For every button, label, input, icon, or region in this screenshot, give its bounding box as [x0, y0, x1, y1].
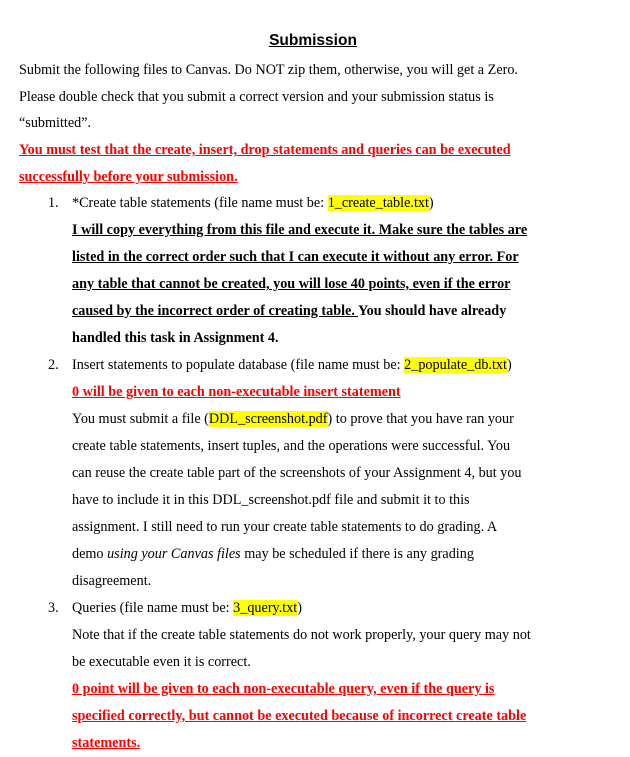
item-1-heading	[72, 194, 434, 212]
page-title: Submission	[269, 32, 357, 49]
intro-line-2: Please double check that you submit a correct version and your submission status is	[19, 89, 494, 105]
item-2-heading	[72, 356, 512, 374]
item-2-text: Insert statements to populate database (file name must be:	[72, 357, 405, 373]
item-3-heading	[72, 599, 302, 617]
item-1-bold-line-4	[72, 302, 506, 320]
item-3-warning-line-3: statements.	[72, 735, 141, 751]
item-1-bold-plain: You should have already	[357, 303, 507, 319]
intro-line-1: Submit the following files to Canvas. Do NOT zip them, otherwise, you will get a Zero.	[19, 62, 518, 78]
item-3-close: )	[297, 600, 302, 616]
item-1-close: )	[428, 195, 434, 211]
item-3-text: Queries (file name must be:	[72, 600, 234, 616]
item-3-filename: 3_query.txt	[233, 600, 298, 616]
item-2-p1-post: ) to prove that you have ran your	[327, 411, 514, 427]
item-1-bold-line-1: I will copy everything from this file and execute it. Make sure the tables are	[72, 222, 528, 238]
item-2-para-line-5: assignment. I still need to run your create table statements to do grading. A	[72, 519, 498, 535]
item-3-para-line-1: Note that if the create table statements do not work properly, your query may not	[72, 627, 531, 643]
item-3-warning-line-1: 0 point will be given to each non-executable query, even if the query is	[72, 681, 495, 697]
item-2-para-line-7: disagreement.	[72, 573, 152, 589]
list-number-3: 3.	[48, 600, 59, 616]
item-2-para-line-6	[72, 545, 474, 563]
item-1-bold-line-3: any table that cannot be created, you will lose 40 points, even if the error	[72, 276, 511, 292]
item-1-text: *Create table statements (file name must be:	[72, 195, 328, 211]
list-number-2: 2.	[48, 357, 59, 373]
item-1-filename: 1_create_table.txt	[327, 195, 429, 211]
item-2-p6-italic: using your Canvas files	[107, 546, 241, 562]
warning-line-2: successfully before your submission.	[19, 169, 238, 185]
item-2-close: )	[506, 357, 512, 373]
item-2-para-line-3: can reuse the create table part of the screenshots of your Assignment 4, but you	[72, 465, 522, 481]
item-1-bold-line-5: handled this task in Assignment 4.	[72, 330, 279, 346]
item-2-p6-pre: demo	[72, 546, 108, 562]
item-2-warning: 0 will be given to each non-executable insert statement	[72, 384, 401, 400]
item-2-filename: 2_populate_db.txt	[404, 357, 507, 373]
list-number-1: 1.	[48, 195, 59, 211]
warning-line-1: You must test that the create, insert, drop statements and queries can be executed	[19, 142, 511, 158]
item-3-para-line-2: be executable even it is correct.	[72, 654, 251, 670]
item-2-p1-pre: You must submit a file (	[72, 411, 209, 427]
item-1-bold-underlined: caused by the incorrect order of creating table.	[72, 303, 358, 319]
item-2-p6-post: may be scheduled if there is any grading	[240, 546, 474, 562]
item-3-warning-line-2: specified correctly, but cannot be executed because of incorrect create table	[72, 708, 527, 724]
item-2-para-line-2: create table statements, insert tuples, and the operations were successful. You	[72, 438, 511, 454]
item-1-bold-line-2: listed in the correct order such that I can execute it without any error. For	[72, 249, 519, 265]
intro-line-3: “submitted”.	[19, 115, 92, 131]
item-2-para-line-1	[72, 410, 514, 428]
item-2-p1-file: DDL_screenshot.pdf	[208, 411, 328, 427]
item-2-para-line-4: have to include it in this DDL_screenshot.pdf file and submit it to this	[72, 492, 470, 508]
